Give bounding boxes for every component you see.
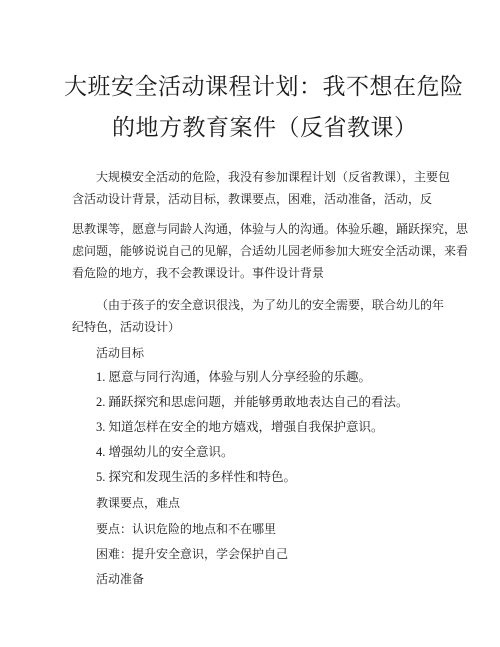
background-line-1: （由于孩子的安全意识很浅，为了幼儿的安全需要，联合幼儿的年: [96, 298, 445, 312]
document-title-line-2: 的地方教育案件（反省教课）: [112, 115, 418, 141]
goals-heading: 活动目标: [96, 346, 145, 360]
goal-item: 4. 增强幼儿的安全意识。: [96, 445, 234, 459]
prep-heading: 活动准备: [96, 572, 145, 586]
paragraph-line-2: 虑问题，能够说说自己的见解，合适幼儿园老师参加大班安全活动课，来看: [72, 244, 469, 258]
difficulty-text: 困难：提升安全意识，学会保护自己: [96, 547, 289, 561]
goal-item: 5. 探究和发现生活的多样性和特色。: [96, 470, 297, 484]
intro-line-1: 大规模安全活动的危险，我没有参加课程计划（反省教课），主要包: [96, 170, 451, 184]
background-line-2: 纪特色，活动设计）: [72, 320, 181, 334]
goal-item: 3. 知道怎样在安全的地方嬉戏，增强自我保护意识。: [96, 420, 384, 434]
goal-item: 1. 愿意与同行沟通，体验与别人分享经验的乐趣。: [96, 370, 372, 384]
intro-line-2: 含活动设计背景，活动目标，教课要点，困难，活动准备，活动，反: [72, 192, 433, 206]
document-title-line-1: 大班安全活动课程计划：我不想在危险: [64, 74, 464, 100]
keypoints-heading: 教课要点，难点: [96, 496, 181, 510]
paragraph-line-3: 看危险的地方，我不会教课设计。事件设计背景: [72, 266, 325, 280]
keypoint-text: 要点：认识危险的地点和不在哪里: [96, 522, 277, 536]
paragraph-line-1: 思教课等，愿意与同龄人沟通，体验与人的沟通。体验乐趣，踊跃探究，思: [72, 222, 469, 236]
goal-item: 2. 踊跃探究和思虑问题，并能够勇敢地表达自己的看法。: [96, 395, 409, 409]
